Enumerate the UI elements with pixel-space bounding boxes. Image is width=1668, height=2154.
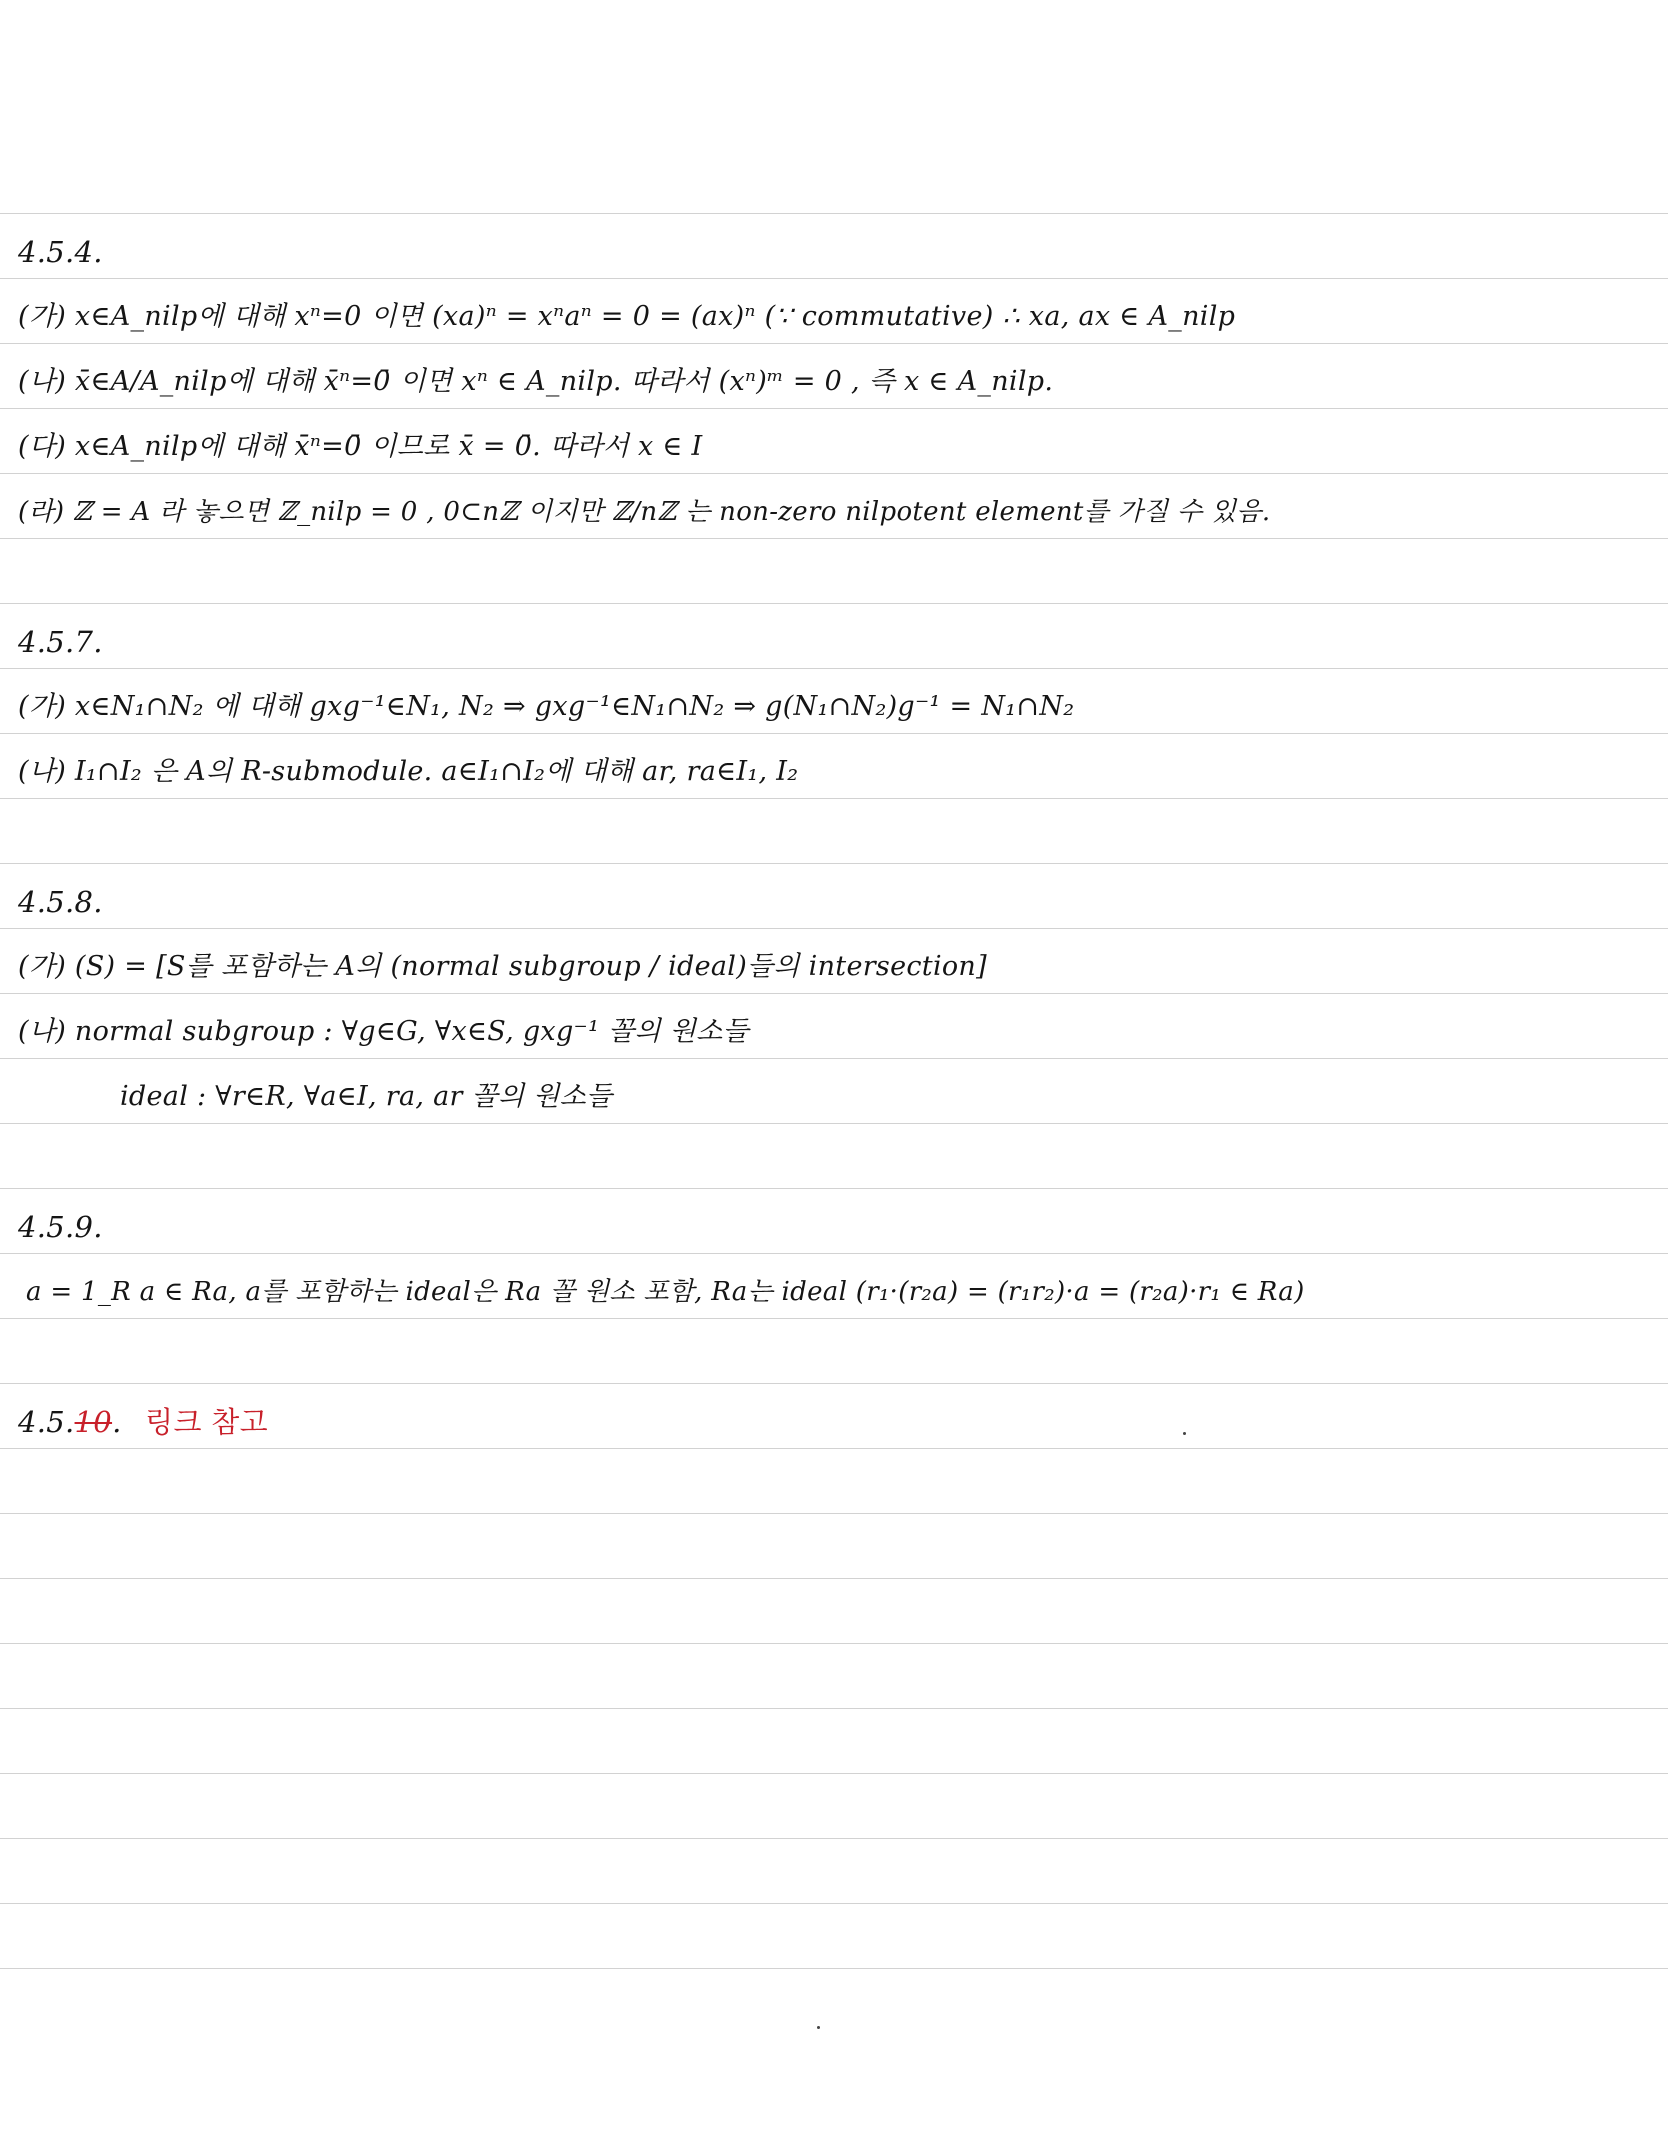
section-heading: 4.5.8. xyxy=(18,885,103,919)
section-heading-corrected xyxy=(18,1402,1648,1442)
ink-dot xyxy=(817,2026,820,2029)
note-line: a = 1_R a ∈ Ra, a를 포함하는 ideal은 Ra 꼴 원소 포함, Ra는 ideal (r₁·(r₂a) = (r₁r₂)·a = (r₂a)·r₁ ∈ Ra) xyxy=(26,1277,1305,1307)
note-line: (가) x∈A_nilp에 대해 xⁿ=0 이면 (xa)ⁿ = xⁿaⁿ = 0 = (ax)ⁿ (∵ commutative) ∴ xa, ax ∈ A_nilp xyxy=(18,301,1236,332)
note-line: (가) x∈N₁∩N₂ 에 대해 gxg⁻¹∈N₁, N₂ ⇒ gxg⁻¹∈N₁∩N₂ ⇒ g(N₁∩N₂)g⁻¹ = N₁∩N₂ xyxy=(18,691,1075,722)
note-line: ideal : ∀r∈R, ∀a∈I, ra, ar 꼴의 원소들 xyxy=(120,1081,613,1112)
ink-dot xyxy=(1183,1432,1186,1435)
note-line: (나) I₁∩I₂ 은 A의 R-submodule. a∈I₁∩I₂에 대해 ar, ra∈I₁, I₂ xyxy=(18,756,799,787)
section-heading: 4.5.4. xyxy=(18,235,103,269)
section-heading: 4.5.9. xyxy=(18,1210,103,1244)
heading-suffix: . xyxy=(112,1405,122,1439)
heading-prefix: 4.5. xyxy=(18,1405,75,1439)
note-line: (라) ℤ = A 라 놓으면 ℤ_nilp = 0 , 0⊂nℤ 이지만 ℤ/nℤ 는 non-zero nilpotent element를 가질 수 있음. xyxy=(18,497,1271,527)
note-line: (가) (S) = [S를 포함하는 A의 (normal subgroup / ideal)들의 intersection] xyxy=(18,951,987,982)
section-heading: 4.5.7. xyxy=(18,625,103,659)
note-line: (나) normal subgroup : ∀g∈G, ∀x∈S, gxg⁻¹ 꼴의 원소들 xyxy=(18,1016,749,1047)
note-line: (다) x∈A_nilp에 대해 x̄ⁿ=0̄ 이므로 x̄ = 0̄. 따라서 x ∈ I xyxy=(18,431,703,462)
note-line: (나) x̄∈A/A_nilp에 대해 x̄ⁿ=0̄ 이면 xⁿ ∈ A_nilp. 따라서 (xⁿ)ᵐ = 0 , 즉 x ∈ A_nilp. xyxy=(18,366,1054,397)
correction-note: 링크 참고 xyxy=(145,1405,268,1439)
crossed-out-number: 10 xyxy=(74,1405,113,1439)
